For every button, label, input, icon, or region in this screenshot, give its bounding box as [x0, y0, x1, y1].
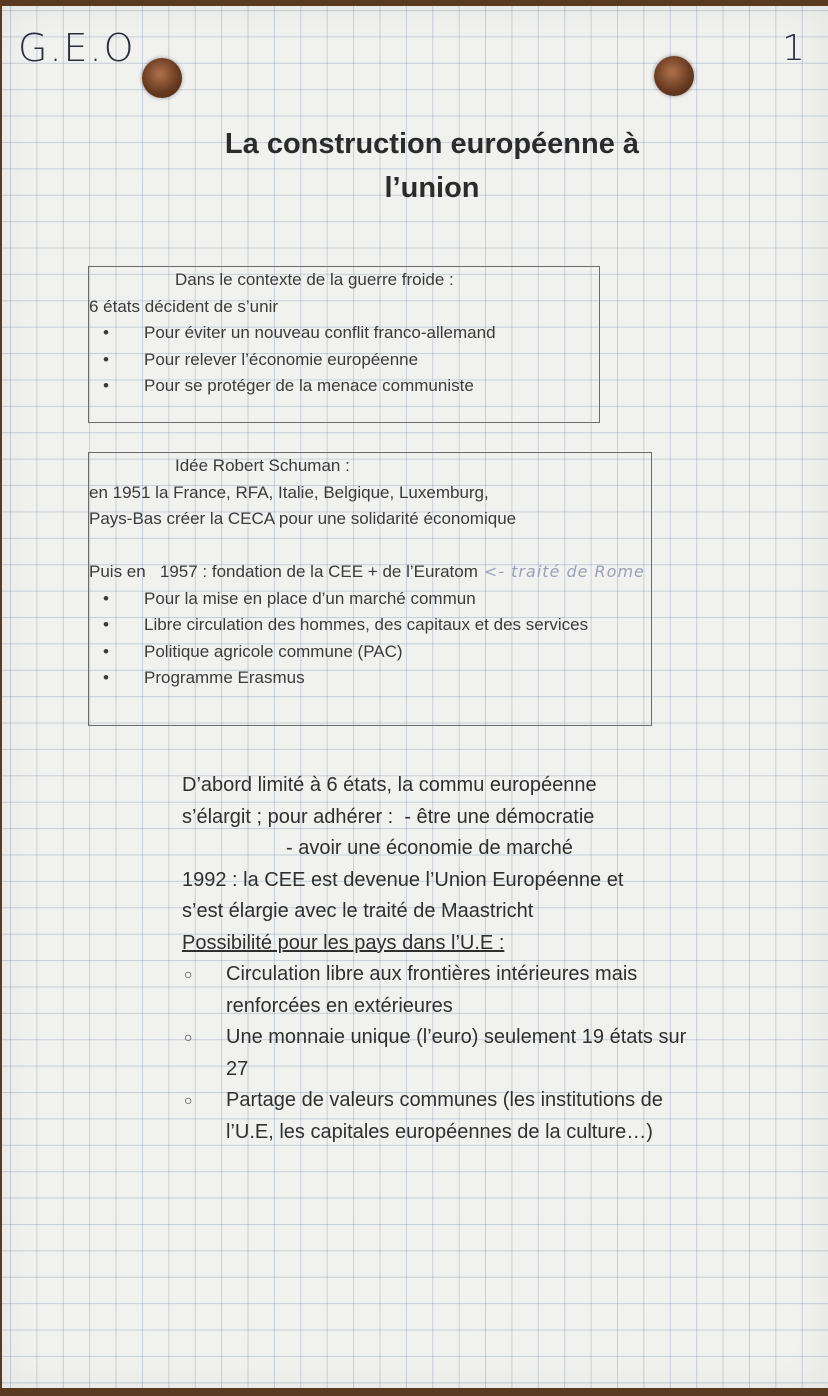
- page-title: [182, 122, 682, 210]
- list-item: • Pour se protéger de la menace communiste: [89, 373, 599, 400]
- bullet-dot: •: [103, 668, 109, 687]
- schuman-line-1: en 1951 la France, RFA, Italie, Belgique, Luxemburg,: [89, 482, 489, 502]
- list-item: ○ Partage de valeurs communes (les institutions de l’U.E, les capitales européennes de la culture…): [182, 1085, 702, 1148]
- title-line-2: l’union: [384, 172, 480, 204]
- list-item: • Libre circulation des hommes, des capitaux et des services: [89, 612, 651, 639]
- punch-hole-right: [654, 56, 694, 96]
- bullet-dot: •: [103, 588, 109, 608]
- schuman-box: [88, 452, 652, 726]
- bullet-dot: •: [103, 615, 109, 634]
- context-intro: 6 états décident de s’unir: [89, 296, 279, 316]
- list-item: • Pour éviter un nouveau conflit franco-allemand: [89, 320, 599, 347]
- cee-line: Puis en 1957 : fondation de la CEE + de l’Euratom <- traité de Rome: [89, 562, 645, 581]
- notebook-sheet: [2, 6, 828, 1388]
- bullet-dot: •: [103, 376, 109, 395]
- schuman-line-2: Pays-Bas créer la CECA pour une solidarité économique: [89, 509, 517, 528]
- paragraph-line: 1992 : la CEE est devenue l’Union Européenne et: [182, 868, 624, 891]
- punch-hole-left: [142, 58, 182, 98]
- circle-bullet: ○: [184, 1029, 193, 1045]
- circle-bullet: ○: [184, 966, 193, 982]
- bullet-dot: •: [103, 323, 109, 342]
- bullet-dot: •: [103, 641, 109, 661]
- handwritten-annotation: <- traité de Rome: [483, 562, 645, 581]
- list-item: • Pour la mise en place d’un marché commun: [89, 586, 651, 613]
- list-item: ○ Une monnaie unique (l’euro) seulement 19 états sur 27: [182, 1022, 702, 1085]
- list-item: • Pour relever l’économie européenne: [89, 347, 599, 374]
- paragraph-line: - avoir une économie de marché: [286, 837, 573, 859]
- title-line-1: La construction européenne à: [224, 128, 640, 160]
- context-heading: Dans le contexte de la guerre froide :: [175, 270, 454, 289]
- handwritten-subject: G.E.O: [18, 26, 136, 70]
- list-item: • Politique agricole commune (PAC): [89, 639, 651, 666]
- enlargement-paragraph: [182, 770, 702, 1148]
- list-item: • Programme Erasmus: [89, 665, 651, 692]
- paragraph-line: s’élargit ; pour adhérer : - être une démocratie: [182, 805, 595, 828]
- schuman-heading: Idée Robert Schuman :: [175, 456, 350, 475]
- circle-bullet: ○: [184, 1092, 193, 1108]
- handwritten-page-number: 1: [782, 28, 805, 69]
- paragraph-line: s’est élargie avec le traité de Maastricht: [182, 900, 534, 922]
- paragraph-line: D’abord limité à 6 états, la commu européenne: [182, 774, 597, 796]
- paragraph-subheading: Possibilité pour les pays dans l’U.E :: [182, 931, 505, 954]
- bullet-dot: •: [103, 349, 109, 369]
- list-item: ○ Circulation libre aux frontières intérieures mais renforcées en extérieures: [182, 959, 702, 1022]
- context-box: [88, 266, 600, 423]
